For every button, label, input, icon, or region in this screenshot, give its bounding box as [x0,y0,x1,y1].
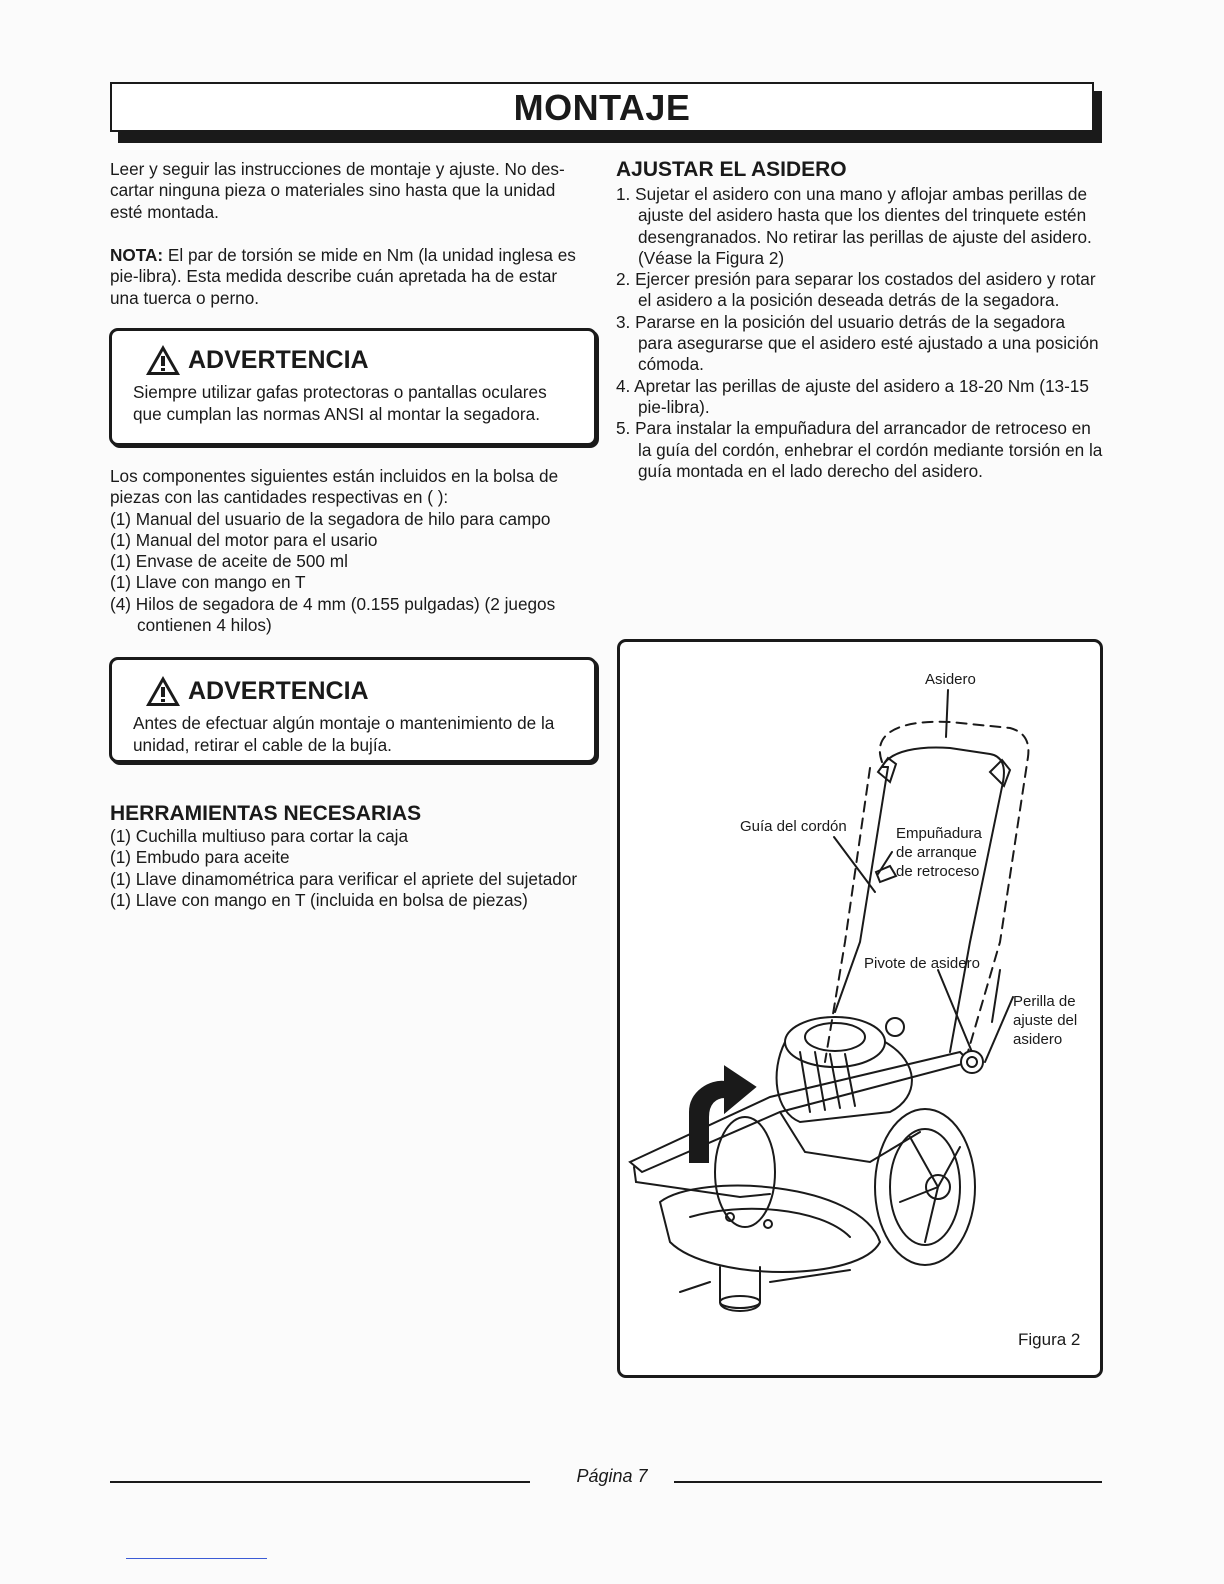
tools-heading: HERRAMIENTAS NECESARIAS [110,802,422,825]
figure-caption: Figura 2 [1018,1330,1081,1349]
label-perilla-line3: asidero [1013,1031,1063,1048]
figure-2-box [617,639,1103,1378]
list-item: (1) Manual del usuario de la segadora de hilo para campo [110,508,551,529]
page-title: MONTAJE [110,82,1094,132]
label-pivote: Pivote de asidero [864,955,980,972]
handle-adjust-heading: AJUSTAR EL ASIDERO [616,158,847,181]
note-label: NOTA: [110,245,164,265]
list-item: (1) Envase de aceite de 500 ml [110,551,348,572]
warning-header [144,343,369,377]
list-item: (1) Cuchilla multiuso para cortar la caja [110,826,409,846]
step-item: 5. Para instalar la empuñadura del arrancador de retroceso en la guía del cordón, enhebrar el cordón mediante torsión en la guía montada en el lado derecho del asidero. [616,418,1103,481]
label-empunadura-line1: Empuñadura [896,825,982,842]
page-number: Página 7 [576,1466,648,1486]
handle-adjust-steps [616,184,1104,482]
warning-triangle-icon [144,343,182,377]
list-item: (1) Llave dinamométrica para verificar el apriete del sujetador [110,868,578,889]
step-item: 1. Sujetar el asidero con una mano y aflojar ambas perillas de ajuste del asidero hasta que los dientes del trinquete estén desengranados. No retirar las perillas de ajuste del asidero. (Véase la Figura 2) [616,184,1092,268]
warning-box-spark-plug [109,657,597,763]
label-guia-del-cordon: Guía del cordón [740,818,847,835]
tools-list [110,826,610,911]
warning-header [144,674,369,708]
components-list [110,509,590,637]
warning-heading: ADVERTENCIA [188,345,369,374]
warning-box-safety-glasses [109,328,597,446]
warning-triangle-icon [144,674,182,708]
note-paragraph [110,245,590,309]
label-empunadura-line3: de retroceso [896,863,980,880]
warning-heading: ADVERTENCIA [188,676,369,705]
components-intro: Los componentes siguientes están incluidos en la bolsa de piezas con las cantidades respectivas en ( ): [110,466,559,508]
label-perilla-line1: Perilla de [1013,993,1076,1010]
step-item: 4. Apretar las perillas de ajuste del asidero a 18-20 Nm (13-15 pie-libra). [616,375,1089,417]
step-item: 3. Pararse en la posición del usuario detrás de la segadora para asegurarse que el asidero esté ajustado a una posición cómoda. [616,311,1099,375]
list-item: (4) Hilos de segadora de 4 mm (0.155 pulgadas) (2 juegos contienen 4 hilos) [110,593,556,636]
label-asidero: Asidero [925,671,976,688]
list-item: (1) Llave con mango en T [110,572,306,593]
intro-paragraph [110,159,590,223]
intro-text: Leer y seguir las instrucciones de montaje y ajuste. No des-cartar ninguna pieza o materiales sino hasta que la unidad esté montada. [110,159,565,222]
list-item: (1) Manual del motor para el usario [110,529,378,550]
warning-text: Antes de efectuar algún montaje o mantenimiento de la unidad, retirar el cable de la bujía. [133,713,555,755]
warning-text: Siempre utilizar gafas protectoras o pantallas oculares que cumplan las normas ANSI al montar la segadora. [133,382,547,424]
blue-underline [126,1558,267,1559]
handle-adjust-section [616,158,1104,482]
label-empunadura-line2: de arranque [896,844,977,861]
list-item: (1) Embudo para aceite [110,847,290,868]
note-text: El par de torsión se mide en Nm (la unidad inglesa es pie-libra). Esta medida describe cuán apretada ha de estar una tuerca o perno. [110,245,576,308]
components-section [110,466,590,636]
tools-section [110,802,610,911]
step-item: 2. Ejercer presión para separar los costados del asidero y rotar el asidero a la posición deseada detrás de la segadora. [616,269,1096,311]
list-item: (1) Llave con mango en T (incluida en bolsa de piezas) [110,889,528,910]
label-perilla-line2: ajuste del [1013,1012,1078,1029]
